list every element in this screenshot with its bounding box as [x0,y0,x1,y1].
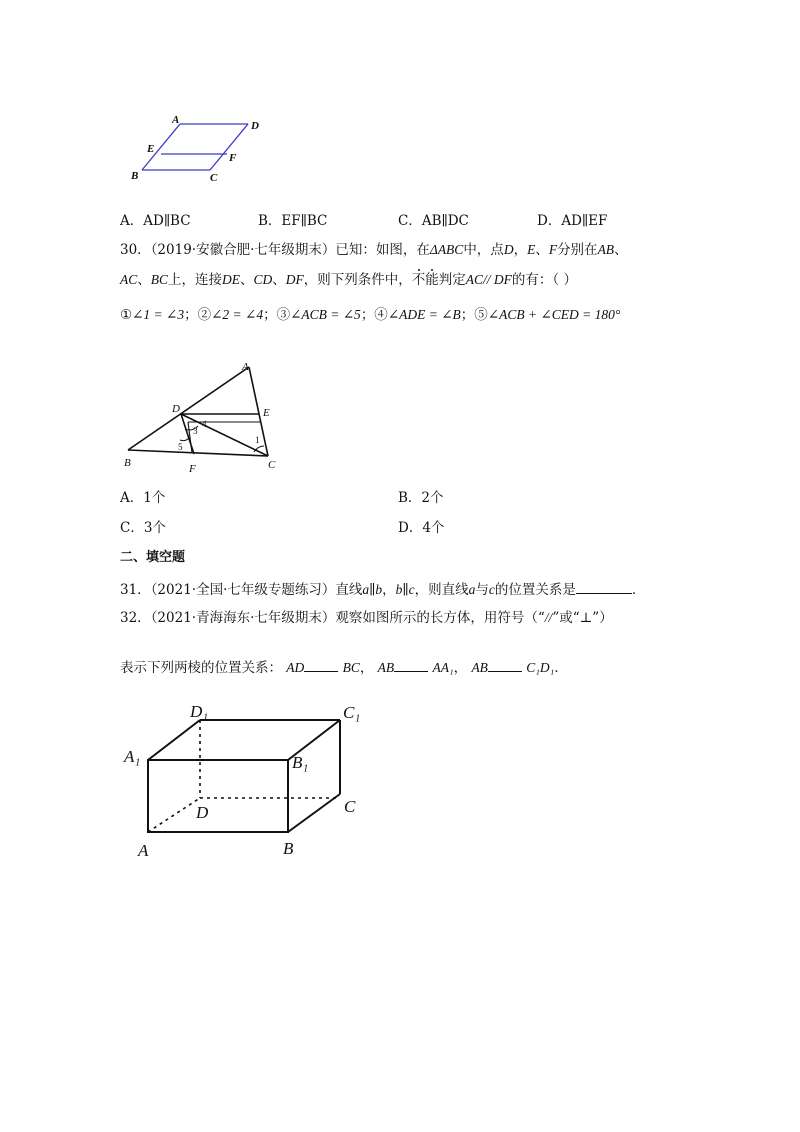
label-E: E [147,143,155,155]
q29-option-d: D．AD∥EF [537,213,608,229]
q30-line2: AC、BC上，连接DE、CD、DF，则下列条件中，不能判定AC// DF的有：（ ） [120,272,577,288]
label-F: F [189,463,196,475]
label-B: B [124,457,131,469]
q31-answer-blank[interactable] [576,579,632,594]
label-E: E [263,407,270,419]
q30-option-b: B．2个 [398,490,444,506]
label-C1: C₁ [343,703,361,722]
q32-number: 32． [120,610,151,626]
q31-source: （2021·全国·七年级专题练习） [150,582,336,598]
label-A: A [242,361,249,373]
angle-3: 3 [193,426,198,436]
q32-line2: 表示下列两棱的位置关系： AD BC， AB AA₁， AB C₁D₁． [120,657,568,677]
label-C: C [268,459,276,471]
angle-5: 5 [178,442,183,452]
q32-blank-1[interactable] [304,657,338,672]
parallelogram-figure [120,108,270,188]
label-D: D [172,403,180,415]
triangle-figure [118,360,288,485]
q29-option-a: A．AD∥BC [120,213,191,229]
angle-4: 4 [202,419,207,429]
q30-number: 30． [120,242,151,258]
label-D: D [196,803,209,822]
q30-option-d: D．4个 [398,520,445,536]
q30-option-a: A．1个 [120,490,166,506]
label-F: F [229,152,237,164]
label-D: D [251,120,259,132]
q32-blank-2[interactable] [394,657,428,672]
q30-line1: 30．（2019·安徽合肥·七年级期末）已知：如图，在ΔABC中，点D，E、F分别在AB、 [120,242,628,258]
emphasis-not: 不 [411,272,426,288]
q32-line1: 32．（2021·青海海东·七年级期末）观察如图所示的长方体，用符号（“//”或“⊥”） [120,610,613,626]
cuboid-figure [118,698,368,863]
q31-line: 31．（2021·全国·七年级专题练习）直线a∥b，b∥c，则直线a与c的位置关系是 ． [120,579,645,599]
q30-conditions: ①∠1 = ∠3；②∠2 = ∠4；③∠ACB = ∠5；④∠ADE = ∠B；⑤∠ACB + ∠CED = 180° [120,307,621,323]
angle-1: 1 [255,435,260,445]
label-C: C [344,797,356,816]
label-B1: B₁ [292,753,309,772]
label-A: A [172,114,180,126]
q32-source: （2021·青海海东·七年级期末） [150,610,336,626]
label-A1: A₁ [124,747,141,766]
q32-blank-3[interactable] [488,657,522,672]
label-B: B [283,839,294,858]
q29-option-b: B．EF∥BC [258,213,328,229]
label-C: C [210,172,218,184]
q31-number: 31． [120,582,151,598]
label-D1: D₁ [190,702,209,721]
label-B: B [131,170,139,182]
q30-option-c: C．3个 [120,520,166,536]
q29-option-c: C．AB∥DC [398,213,469,229]
label-A: A [138,841,149,860]
section-title: 二、填空题 [120,550,186,565]
q30-source: （2019·安徽合肥·七年级期末） [150,242,336,258]
